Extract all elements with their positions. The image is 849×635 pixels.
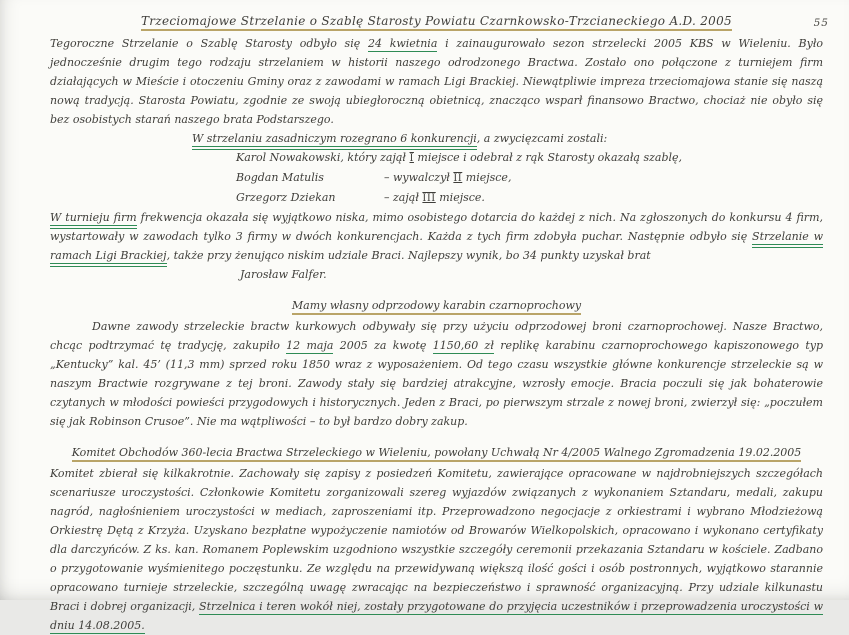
document-body: [50, 12, 823, 635]
text-run: replikę karabinu czarnoprochowego kapiszonowego typ „Kentucky” kal. 45’ (11,3 mm) sprzed roku 1850 wraz z wyposażeniem. Od tego czasu wszystkie główne konkurencje strzeleckie są w naszym Bractwie rozgrywane z tej broni. Zawody stały się bardziej atrakcyjne, wzrosły emocje. Bracia poczuli się jak bohaterowie czytanych w młodości powieści przygodowych i historycznych. Jeden z Braci, po pierwszym strzale z nowej broni, zwierzył się: „poczułem się jak Robinson Crusoe”. Nie ma wątpliwości – to był bardzo dobry zakup.: [50, 339, 823, 428]
heading-komitet: [50, 443, 823, 462]
text-run: W turnieju firm: [50, 211, 137, 229]
subheading-konkurencje: [192, 129, 823, 148]
text-run: I: [409, 153, 414, 164]
text-run: Dawne zawody strzeleckie bractw kurkowych odbywały się przy użyciu odprzodowej broni czarnoprochowej. Nasze Bractwo, chcąc podtrzymać tę tradycję, zakupiło: [50, 320, 823, 352]
text-run: Strzelanie w ramach Ligi Brackiej: [50, 230, 823, 267]
text-run: 2005 za kwotę: [333, 339, 433, 352]
page-number: 55: [813, 17, 829, 29]
paragraph-strzelanie-o-szable: [50, 34, 823, 129]
paragraph-karabin: [50, 317, 823, 431]
heading-karabin: [50, 296, 823, 315]
winner-3: [236, 188, 823, 208]
text-run: W strzelaniu zasadniczym rozegrano 6 konkurencji: [192, 132, 477, 150]
text-run: 24 kwietnia: [367, 37, 438, 50]
text-run: Bogdan Matulis: [236, 171, 324, 184]
text-run: Tegoroczne Strzelanie o Szablę Starosty odbyło się: [50, 37, 368, 50]
line-jaroslaw-falfer: [240, 265, 823, 284]
winner-2: [236, 168, 823, 188]
text-run: , także przy żenująco niskim udziale Braci. Najlepszy wynik, bo 34 punkty uzyskał brat: [166, 249, 651, 262]
text-run: – wywalczył: [384, 171, 454, 184]
text-run: Komitet zbierał się kilkakrotnie. Zachowały się zapisy z posiedzeń Komitetu, zawierające opracowane w najdrobniejszych szczegółach scenariusze uroczystości. Członkowie Komitetu zorganizowali szereg wyjazdów związanych z wykonaniem Sztandaru, medali, zakupu nagród, nagłośnieniem uroczystości w mediach, zaproszeniami itp. Przeprowadzono negocjacje z orkiestrami i wybrano Młodzieżową Orkiestrę Dętą z Krzyża. Uzyskano bezpłatne wypożyczenie namiotów od Browarów Wielkopolskich, opracowano i wykonano certyfikaty dla darczyńców. Z ks. kan. Romanem Poplewskim uzgodniono wszystkie szczegóły ceremonii przekazania Sztandaru w kościele. Zadbano o przygotowanie wyśmienitego poczęstunku. Ze względu na przewidywaną większą ilość gości i osób postronnych, wyjątkowo starannie opracowano turnieje strzeleckie, szczególną uwagę zwracając na bezpieczeństwo i sprawność organizacyjną. Przy udziale kilkunastu Braci i dobrej organizacji,: [50, 467, 823, 613]
text-run: – zajął: [384, 191, 423, 204]
text-run: Karol Nowakowski, który zajął: [236, 151, 410, 164]
text-run: , a zwycięzcami zostali:: [476, 132, 608, 145]
text-run: Komitet Obchodów 360-lecia Bractwa Strzeleckiego w Wieleniu, powołany Uchwałą Nr 4/2005 Walnego Zgromadzenia 19.02.2005: [72, 446, 802, 462]
text-run: Mamy własny odprzodowy karabin czarnoprochowy: [292, 299, 581, 315]
text-run: i zainaugurowało sezon strzelecki 2005 KBS w Wieleniu. Było jednocześnie drugim tego rodzaju strzelaniem w historii naszego odrodzonego Bractwa. Zostało ono połączone z turniejem firm działających w Mieście i otoczeniu Gminy oraz z zawodami w ramach Ligi Brackiej. Niewątpliwie impreza trzeciomajowa stanie się naszą nową tradycją. Starosta Powiatu, zgodnie ze swoją ubiegłoroczną obietnicą, znacząco wsparł finansowo Bractwo, chociaż nie obyło się bez osobistych starań naszego brata Podstarszego.: [50, 37, 824, 126]
text-run: miejsce,: [462, 171, 512, 184]
document-title: [50, 12, 823, 31]
text-run: Grzegorz Dziekan: [236, 191, 336, 204]
text-run: III: [422, 193, 436, 204]
text-run: 12 maja: [286, 339, 334, 352]
text-run: II: [453, 173, 463, 184]
text-run: Jarosław Falfer.: [240, 268, 327, 281]
text-run: miejsce.: [435, 191, 485, 204]
text-run: miejsce i odebrał z rąk Starosty okazałą szablę,: [413, 151, 683, 164]
winner-1: [236, 148, 823, 168]
text-run: Trzeciomajowe Strzelanie o Szablę Starosty Powiatu Czarnkowsko-Trzcianeckiego A.D. 2005: [141, 14, 732, 31]
paragraph-komitet: [50, 464, 823, 635]
text-run: frekwencja okazała się wyjątkowo niska, mimo osobistego dotarcia do każdej z nich. Na zgłoszonych do konkursu 4 firm, wystartowały w zawodach tylko 3 firmy w dwóch konkurencjach. Każda z tych firm zdobyła puchar. Następnie odbyło się: [50, 211, 823, 243]
paragraph-turniej-firm: [50, 208, 823, 265]
text-run: 1150,60 zł: [432, 339, 494, 352]
text-run: Strzelnica i teren wokół niej, zostały przygotowane do przyjęcia uczestników i przeprowadzenia uroczystości w dniu 14.08.2005.: [50, 600, 823, 632]
